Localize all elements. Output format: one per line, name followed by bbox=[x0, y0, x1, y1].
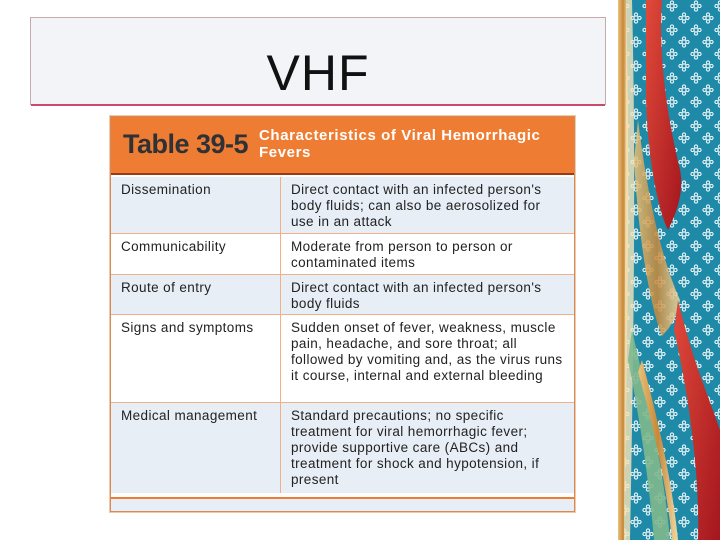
row-label: Signs and symptoms bbox=[111, 315, 281, 402]
row-label: Dissemination bbox=[111, 177, 281, 233]
table-row bbox=[111, 234, 574, 275]
table-body bbox=[111, 177, 574, 493]
table-card bbox=[110, 116, 575, 512]
table-row bbox=[111, 177, 574, 234]
table-row bbox=[111, 315, 574, 403]
row-description: Standard precautions; no specific treatment for viral hemorrhagic fever; provide supportive care (ABCs) and treatment for shock and hypotension, if present bbox=[291, 408, 540, 487]
row-description: Moderate from person to person or contaminated items bbox=[291, 239, 513, 270]
row-description: Direct contact with an infected person's body fluids; can also be aerosolized for use in an attack bbox=[291, 182, 542, 229]
table-number: Table 39-5 bbox=[123, 129, 249, 159]
table-header bbox=[111, 117, 574, 175]
floral-pattern-band bbox=[618, 0, 720, 540]
row-label: Communicability bbox=[111, 234, 281, 274]
row-description: Direct contact with an infected person's body fluids bbox=[291, 280, 542, 311]
row-description: Sudden onset of fever, weakness, muscle pain, headache, and sore throat; all followed by vomiting and, as the virus runs it course, internal and external bleeding bbox=[291, 320, 563, 383]
slide-title-box bbox=[30, 17, 606, 105]
row-label: Route of entry bbox=[111, 275, 281, 314]
table-title: Characteristics of Viral Hemorrhagic Fevers bbox=[259, 127, 541, 161]
table-footer bbox=[111, 497, 574, 511]
table-row bbox=[111, 403, 574, 493]
slide-title: VHF bbox=[266, 45, 370, 101]
table-row bbox=[111, 275, 574, 315]
row-label: Medical management bbox=[111, 403, 281, 493]
